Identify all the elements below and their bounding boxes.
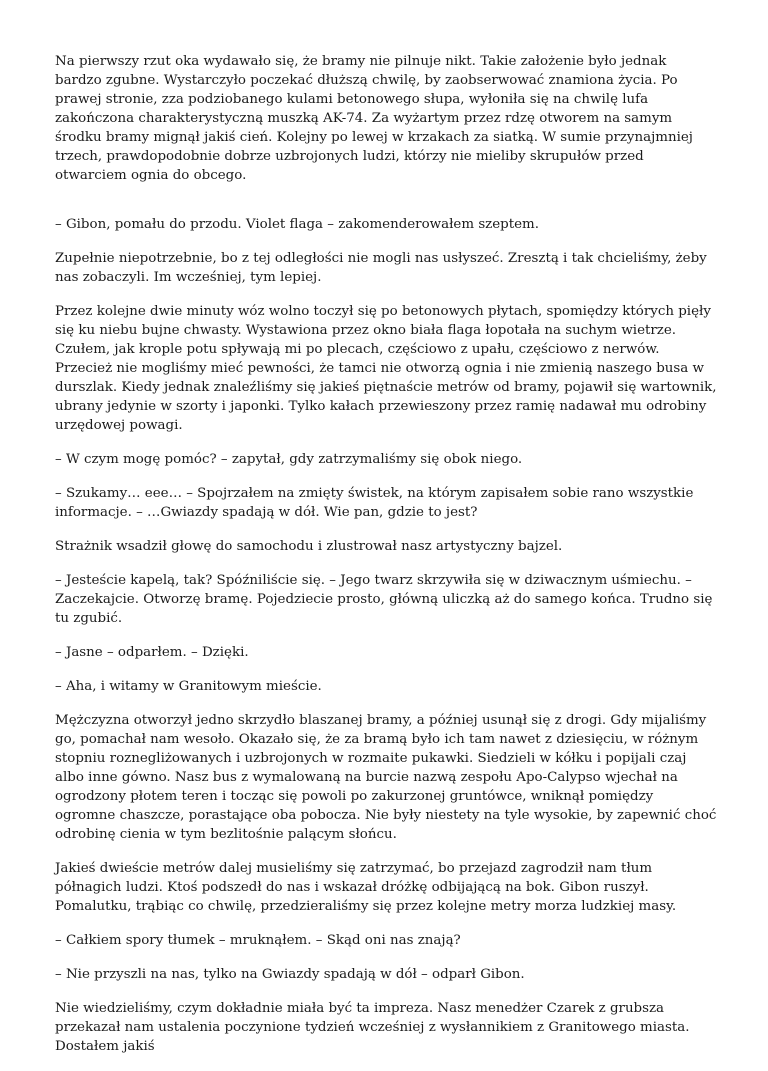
paragraph-14: – Nie przyszli na nas, tylko na Gwiazdy spadają w dół – odparł Gibon.	[55, 967, 525, 982]
paragraph-5: – W czym mogę pomóc? – zapytał, gdy zatrzymaliśmy się obok niego.	[55, 452, 523, 467]
paragraph-3: Zupełnie niepotrzebnie, bo z tej odległości nie mogli nas usłyszeć. Zresztą i tak chcieliśmy, żeby nas zobaczyli. Im wcześniej, tym lepiej.	[55, 251, 707, 285]
paragraph-1: Na pierwszy rzut oka wydawało się, że bramy nie pilnuje nikt. Takie założenie było jednak bardzo zgubne. Wystarczyło poczekać dłuższą chwilę, by zaobserwować znamiona życia. Po prawej stronie, zza podziobanego kulami betonowego słupa, wyłoniła się na chwilę lufa zakończona charakterystyczną muszką AK-74. Za wyżartym przez rdzę otworem na samym środku bramy mignął jakiś cień. Kolejny po lewej w krzakach za siatką. W sumie przynajmniej trzech, prawdopodobnie dobrze uzbrojonych ludzi, którzy nie mieliby skrupułów przed otwarciem ognia do obcego.	[55, 54, 693, 183]
paragraph-11: Mężczyzna otworzył jedno skrzydło blaszanej bramy, a później usunął się z drogi. Gdy mijaliśmy go, pomachał nam wesoło. Okazało się, że za bramą było ich tam nawet z dziesięciu, w różnym stopniu roznegliżowanych i uzbrojonych w rozmaite pukawki. Siedzieli w kółku i popijali czaj albo inne gówno. Nasz bus z wymalowaną na burcie nazwą zespołu Apo-Calypso wjechał na ogrodzony płotem teren i tocząc się powoli po zakurzonej gruntówce, wniknął pomiędzy ogromne chaszcze, porastające oba pobocza. Nie były niestety na tyle wysokie, by zapewnić choć odrobinę cienia w tym bezlitośnie palącym słońcu.	[55, 713, 717, 842]
paragraph-7: Strażnik wsadził głowę do samochodu i zlustrował nasz artystyczny bajzel.	[55, 539, 563, 554]
paragraph-2: – Gibon, pomału do przodu. Violet flaga – zakomenderowałem szeptem.	[55, 217, 539, 232]
paragraph-15: Nie wiedzieliśmy, czym dokładnie miała być ta impreza. Nasz menedżer Czarek z grubsza przekazał nam ustalenia poczynione tydzień wcześniej z wysłannikiem z Granitowego miasta. Dostałem jakiś	[55, 1001, 690, 1054]
paragraph-13: – Całkiem spory tłumek – mruknąłem. – Skąd oni nas znają?	[55, 933, 461, 948]
document-page	[55, 52, 717, 1071]
paragraph-8: – Jesteście kapelą, tak? Spóźniliście się. – Jego twarz skrzywiła się w dziwacznym uśmiechu. – Zaczekajcie. Otworzę bramę. Pojedziecie prosto, główną uliczką aż do samego końca. Trudno się tu zgubić.	[55, 573, 713, 626]
paragraph-10: – Aha, i witamy w Granitowym mieście.	[55, 679, 322, 694]
paragraph-4: Przez kolejne dwie minuty wóz wolno toczył się po betonowych płytach, spomiędzy których pięły się ku niebu bujne chwasty. Wystawiona przez okno biała flaga łopotała na suchym wietrze. Czułem, jak krople potu spływają mi po plecach, częściowo z upału, częściowo z nerwów. Przecież nie mogliśmy mieć pewności, że tamci nie otworzą ognia i nie zmienią naszego busa w durszlak. Kiedy jednak znaleźliśmy się jakieś piętnaście metrów od bramy, pojawił się wartownik, ubrany jedynie w szorty i japonki. Tylko kałach przewieszony przez ramię nadawał mu odrobiny urzędowej powagi.	[55, 304, 717, 433]
paragraph-12: Jakieś dwieście metrów dalej musieliśmy się zatrzymać, bo przejazd zagrodził nam tłum półnagich ludzi. Ktoś podszedł do nas i wskazał dróżkę odbijającą na bok. Gibon ruszył. Pomalutku, trąbiąc co chwilę, przedzieraliśmy się przez kolejne metry morza ludzkiej masy.	[55, 861, 677, 914]
paragraph-9: – Jasne – odparłem. – Dzięki.	[55, 645, 249, 660]
paragraph-6: – Szukamy… eee… – Spojrzałem na zmięty świstek, na którym zapisałem sobie rano wszystkie informacje. – …Gwiazdy spadają w dół. Wie pan, gdzie to jest?	[55, 486, 694, 520]
